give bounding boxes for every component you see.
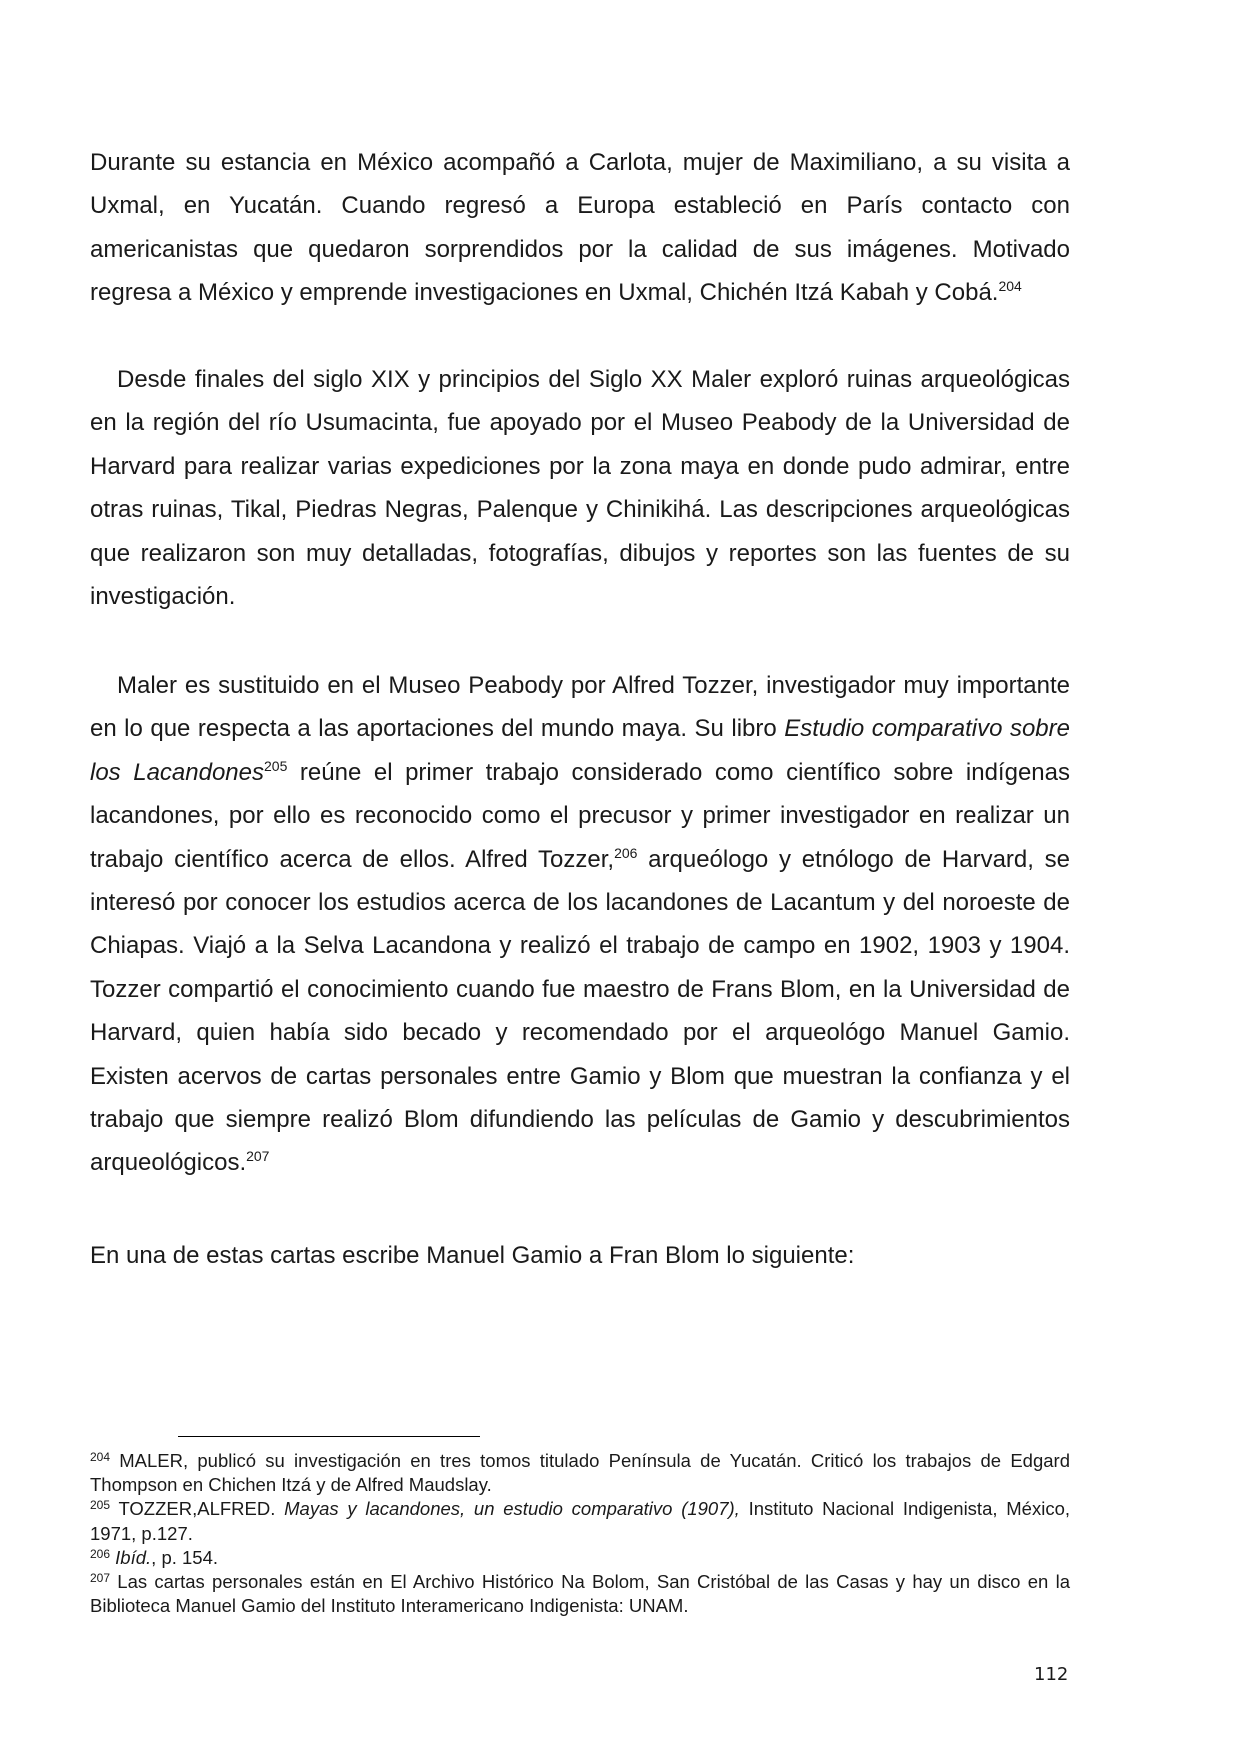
footnote-number: 207	[90, 1571, 111, 1586]
footnotes	[90, 1449, 1070, 1618]
paragraph-3-text-a: Maler es sustituido en el Museo Peabody por Alfred Tozzer, investigador muy importante en lo que respecta a las aportaciones del mundo maya. Su libro	[90, 672, 1070, 743]
footnote-ref-207[interactable]: 207	[246, 1148, 270, 1165]
footnote-204	[90, 1449, 1070, 1497]
paragraph-3	[90, 664, 1070, 1185]
footnote-ref-205[interactable]: 205	[264, 757, 288, 774]
paragraph-4-text: En una de estas cartas escribe Manuel Gamio a Fran Blom lo siguiente:	[90, 1242, 855, 1269]
footnote-ibid: Ibíd.	[115, 1546, 152, 1568]
footnote-ref-206[interactable]: 206	[614, 844, 638, 861]
footnote-number: 206	[90, 1546, 111, 1561]
paragraph-2-text: Desde finales del siglo XIX y principios del Siglo XX Maler exploró ruinas arqueológicas en la región del río Usumacinta, fue apoyado por el Museo Peabody de la Universidad de Harvard para realizar varias expediciones por la zona maya en donde pudo admirar, entre otras ruinas, Tikal, Piedras Negras, Palenque y Chinikihá. Las descripciones arqueológicas que realizaron son muy detalladas, fotografías, dibujos y reportes son las fuentes de su investigación.	[90, 366, 1070, 611]
footnote-text: Las cartas personales están en El Archivo Histórico Na Bolom, San Cristóbal de las Casas y hay un disco en la Biblioteca Manuel Gamio del Instituto Interamericano Indigenista: UNAM.	[90, 1571, 1070, 1617]
book-title: Estudio comparativo sobre los Lacandones	[90, 715, 1070, 786]
footnote-ref-204[interactable]: 204	[998, 278, 1022, 295]
footnote-number: 204	[90, 1450, 111, 1464]
footnote-text: , p. 154.	[151, 1546, 219, 1568]
paragraph-1-text: Durante su estancia en México acompañó a Carlota, mujer de Maximiliano, a su visita a Uxmal, en Yucatán. Cuando regresó a Europa estableció en París contacto con americanistas que quedaron sorprendidos por la calidad de sus imágenes. Motivado regresa a México y emprende investigaciones en Uxmal, Chichén Itzá Kabah y Cobá.	[90, 149, 1070, 307]
footnote-number: 205	[90, 1498, 111, 1513]
footnote-book-title: Mayas y lacandones, un estudio comparativo (1907),	[284, 1498, 740, 1520]
footnote-207	[90, 1570, 1070, 1618]
footnote-205	[90, 1497, 1070, 1545]
footnote-separator	[178, 1436, 480, 1437]
footnote-text: Instituto Nacional Indigenista, México, 1971, p.127.	[90, 1498, 1070, 1544]
paragraph-3-text-c: arqueólogo y etnólogo de Harvard, se interesó por conocer los estudios acerca de los lacandones de Lacantum y del noroeste de Chiapas. Viajó a la Selva Lacandona y realizó el trabajo de campo en 1902, 1903 y 1904. Tozzer compartió el conocimiento cuando fue maestro de Frans Blom, en la Universidad de Harvard, quien había sido becado y recomendado por el arqueológo Manuel Gamio. Existen acervos de cartas personales entre Gamio y Blom que muestran la confianza y el trabajo que siempre realizó Blom difundiendo las películas de Gamio y descubrimientos arqueológicos.	[90, 845, 1070, 1177]
paragraph-4	[90, 1234, 1070, 1277]
footnote-text: MALER, publicó su investigación en tres tomos titulado Península de Yucatán. Criticó los trabajos de Edgard Thompson en Chichen Itzá y de Alfred Maudslay.	[90, 1450, 1070, 1496]
footnote-206	[90, 1546, 1070, 1570]
paragraph-1	[90, 141, 1070, 315]
paragraph-3-text-b: reúne el primer trabajo considerado como científico sobre indígenas lacandones, por ello es reconocido como el precusor y primer investigador en realizar un trabajo científico acerca de ellos. Alfred Tozzer,	[90, 758, 1070, 873]
paragraph-2	[90, 358, 1070, 618]
page-number: 112	[1034, 1664, 1069, 1685]
footnote-author: TOZZER,ALFRED.	[110, 1498, 285, 1520]
